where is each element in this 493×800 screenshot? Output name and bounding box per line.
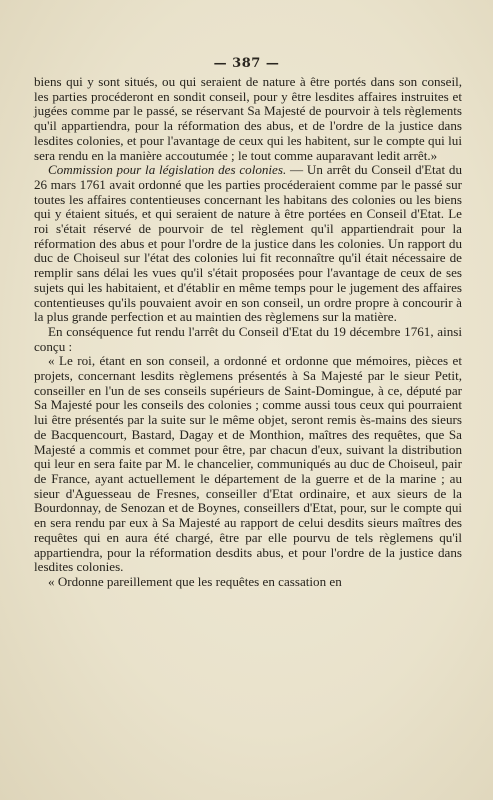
paragraph-continuation — [34, 75, 462, 163]
page-number: — 387 — — [213, 56, 280, 71]
paragraph-ordonne — [34, 575, 462, 590]
body-text — [34, 75, 462, 590]
paragraph-text: biens qui y sont situés, ou qui seraient de nature à être portés dans son conseil, les parties procéderont en sondit conseil, pour y être lesdites affaires instruites et jugées comme par le passé, se réservant Sa Majesté de pourvoir à tels règlements qu'il appartiendra, pour la réformation des abus, et de l'ordre de la justice dans lesdites colonies, et pour l'avantage de ceux qui les habitent, sur le compte qui lui sera rendu en la manière accoutumée ; le tout comme auparavant ledit arrêt.» — [34, 74, 462, 163]
paragraph-decree — [34, 354, 462, 575]
paragraph-text: « Ordonne pareillement que les requêtes en cassation en — [48, 573, 342, 589]
paragraph-consequence — [34, 325, 462, 354]
paragraph-commission — [34, 163, 462, 325]
paragraph-text: En conséquence fut rendu l'arrêt du Conseil d'Etat du 19 décembre 1761, ainsi conçu : — [34, 323, 462, 354]
paragraph-text: « Le roi, étant en son conseil, a ordonné et ordonne que mémoires, pièces et projets, concernant lesdits règlemens présentés à Sa Majesté par le sieur Petit, conseiller en l'un de ses conseils supérieurs de Saint-Domingue, à ce, député par Sa Majesté pour les conseils des colonies ; comme aussi tous ceux qui pourraient lui être présentés par la suite sur le même objet, seront remis ès-mains des sieurs de Bacquencourt, Bastard, Dagay et de Monthion, maîtres des requêtes, que Sa Majesté a commis et commet pour être, par chacun d'eux, suivant la distribution qui leur en sera faite par M. le chancelier, communiqués au duc de Choiseul, pair de France, ayant actuellement le département de la guerre et de la marine ; au sieur d'Aguesseau de Fresnes, conseiller d'Etat ordinaire, et aux sieurs de la Bourdonnay, de Senozan et de Boynes, conseillers d'Etat, pour, sur le compte qui en sera rendu par eux à Sa Majesté au rapport de celui desdits sieurs maîtres des requêtes qui en aura été chargé, être par elle pourvu de tels règlemens qu'il appartiendra, pour la réformation desdits abus, et pour l'ordre de la justice dans lesdites colonies. — [34, 353, 462, 575]
paragraph-text: — Un arrêt du Conseil d'Etat du 26 mars 1761 avait ordonné que les parties procéderaient comme par le passé sur toutes les affaires contentieuses concernant les habitans des colonies ou les biens qui y étaient situés, et qui seraient de nature à être portées en Conseil d'Etat. Le roi s'était réservé de pourvoir de tel règlement qu'il appartiendrait pour la réformation des abus et pour l'ordre de la justice dans les colonies. Un rapport du duc de Choiseul sur l'état des colonies lui fit reconnaître qu'il était nécessaire de remplir sans délai les vues qu'il s'était proposées pour l'avantage de ceux de ses sujets qui les habitaient, et d'établir en même temps pour le jugement des affaires contentieuses qu'ils pouvaient avoir en son conseil, un ordre propre à concourir à la plus grande perfection et au maintien des règlemens sur la matière. — [34, 162, 463, 325]
section-heading: Commission pour la législation des colonies. — [48, 162, 287, 178]
